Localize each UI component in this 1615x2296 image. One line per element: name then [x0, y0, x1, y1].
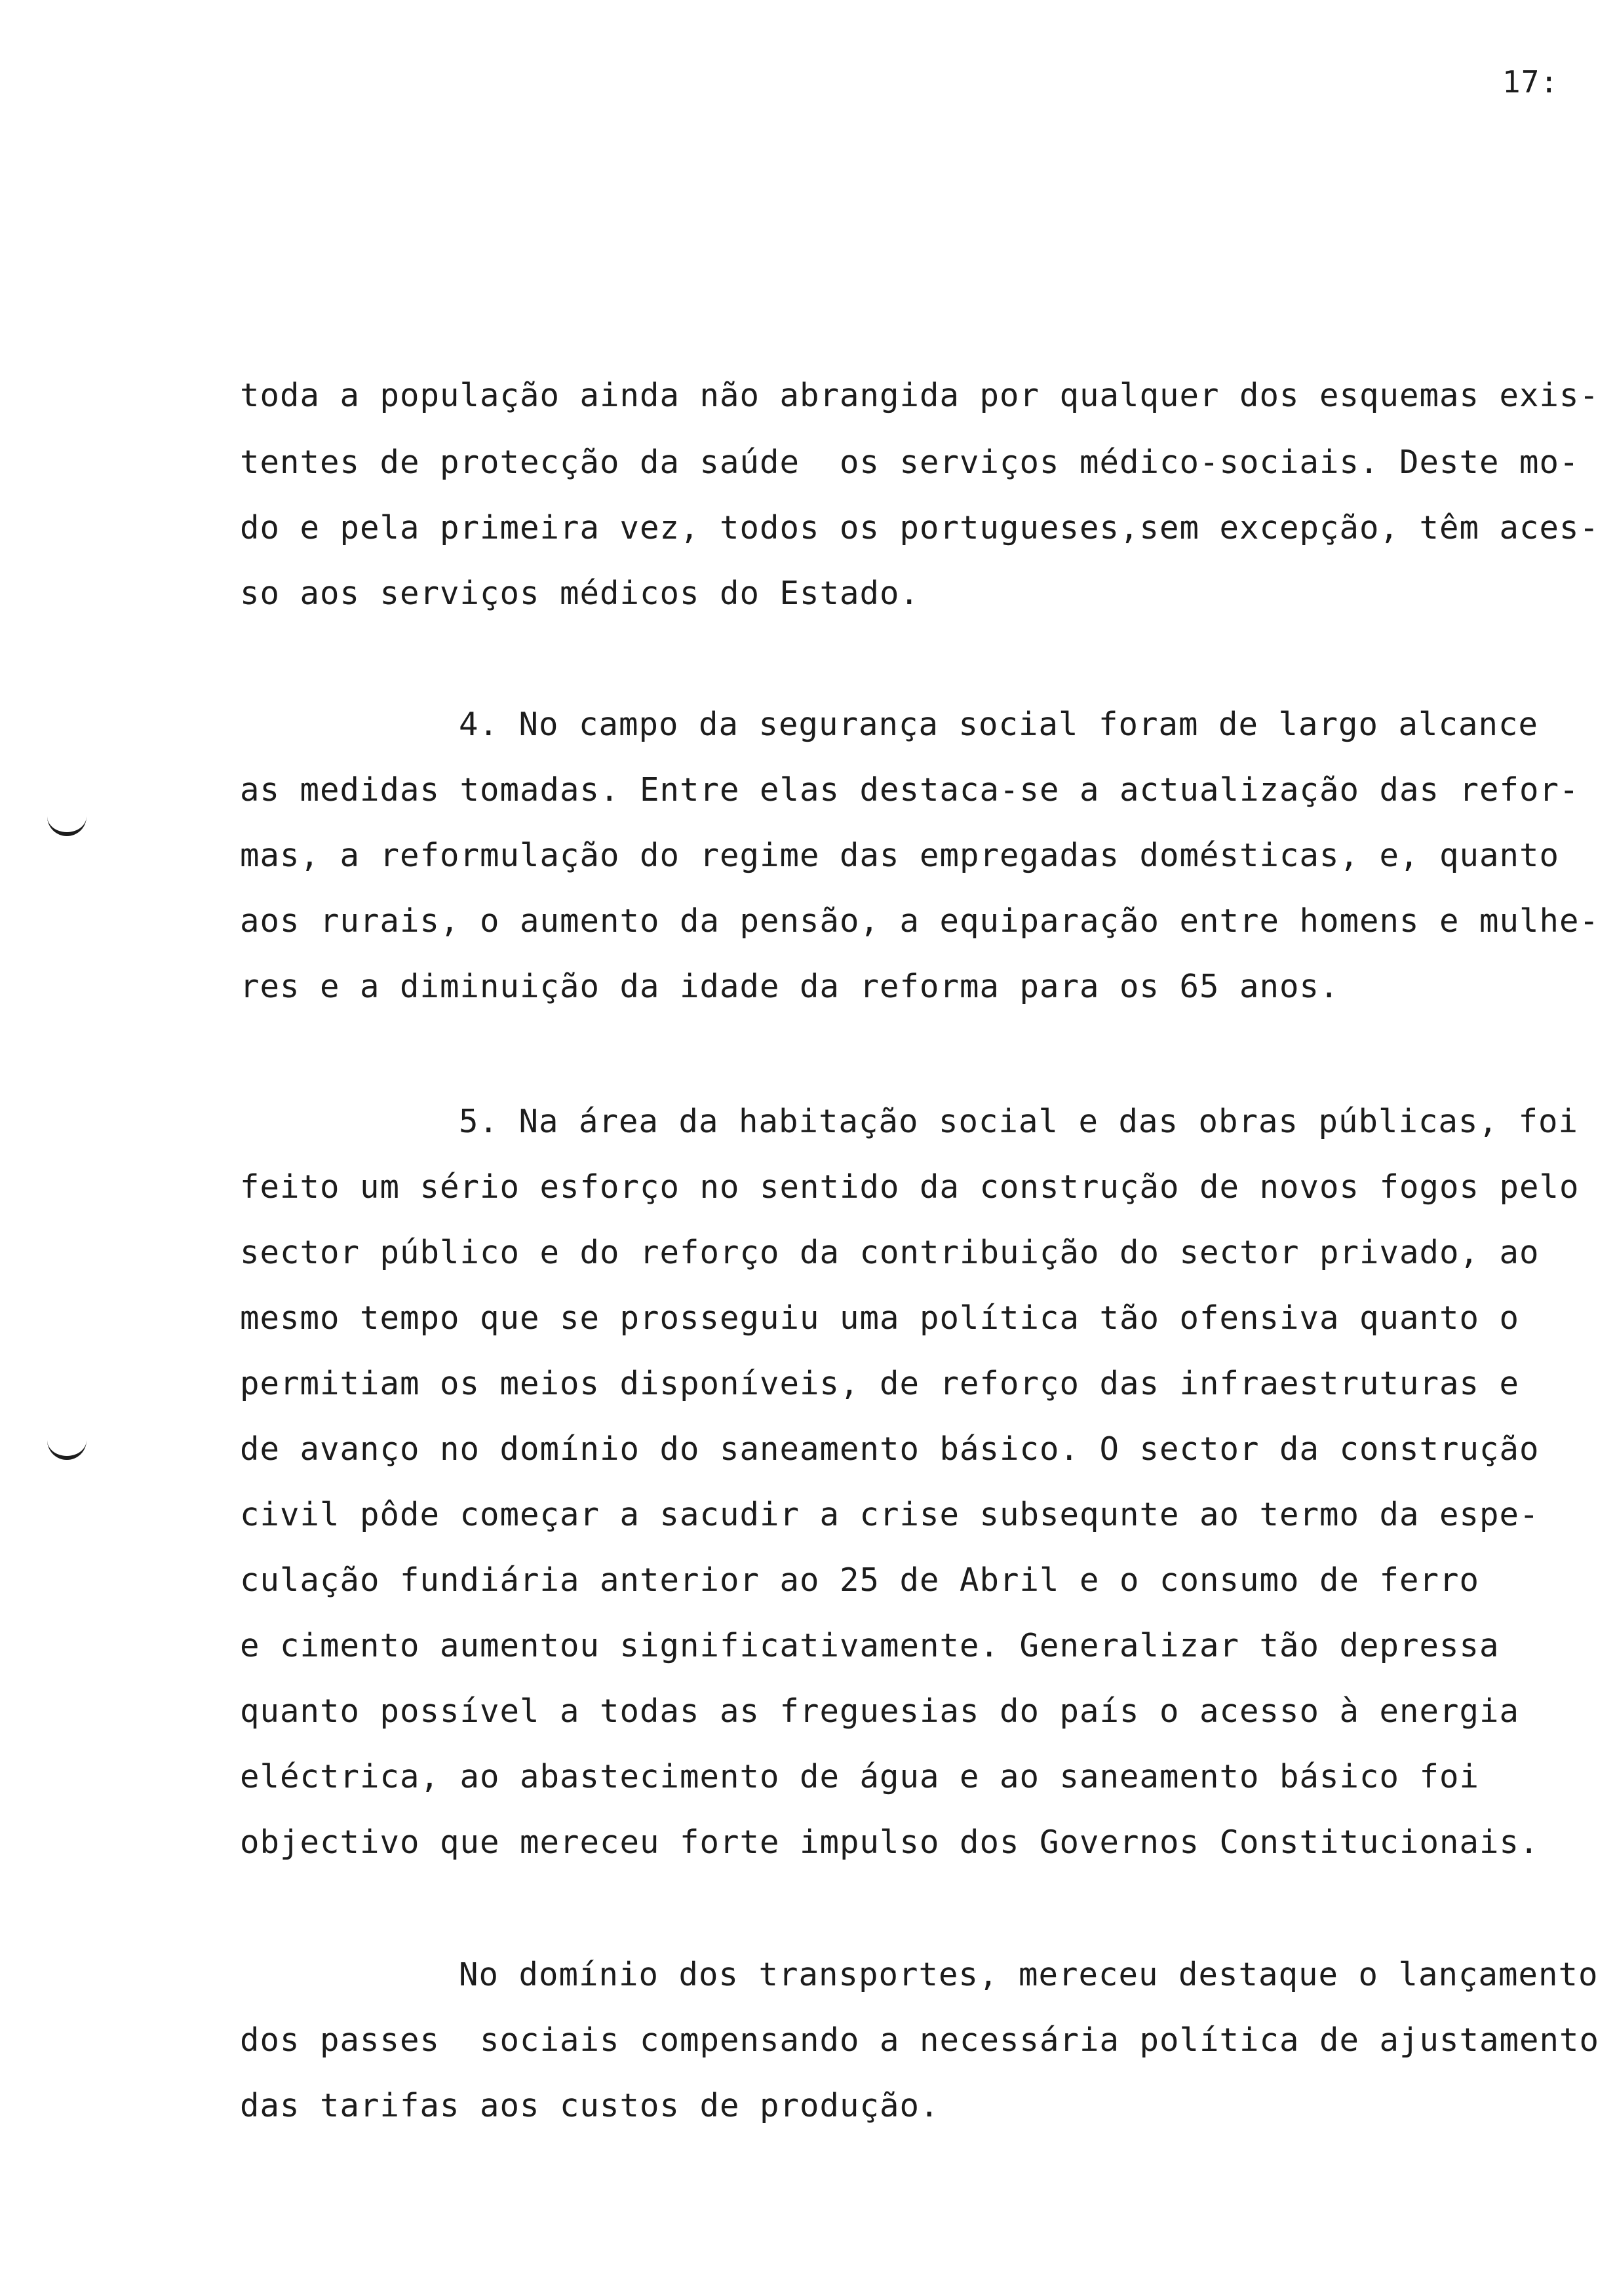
text-line: toda a população ainda não abrangida por qualquer dos esquemas exis- — [240, 377, 1600, 414]
text-line: de avanço no domínio do saneamento básico. O sector da construção — [240, 1430, 1540, 1468]
text-line: das tarifas aos custos de produção. — [240, 2087, 940, 2124]
page-number: 17: — [1502, 64, 1559, 100]
text-line: tentes de protecção da saúde os serviços médico-sociais. Deste mo- — [240, 444, 1580, 481]
text-line: aos rurais, o aumento da pensão, a equiparação entre homens e mulhe- — [240, 902, 1600, 940]
text-line: do e pela primeira vez, todos os portugueses,sem excepção, têm aces- — [240, 509, 1600, 546]
text-line: 4. No campo da segurança social foram de largo alcance — [459, 706, 1539, 743]
margin-binding-mark — [47, 1439, 87, 1460]
margin-binding-mark — [47, 815, 87, 836]
text-line: 5. Na área da habitação social e das obras públicas, foi — [459, 1103, 1579, 1140]
text-line: sector público e do reforço da contribuição do sector privado, ao — [240, 1234, 1540, 1271]
text-line: permitiam os meios disponíveis, de reforço das infraestruturas e — [240, 1365, 1520, 1402]
text-line: culação fundiária anterior ao 25 de Abril e o consumo de ferro — [240, 1561, 1480, 1599]
text-line: objectivo que mereceu forte impulso dos Governos Constitucionais. — [240, 1824, 1540, 1861]
text-line: so aos serviços médicos do Estado. — [240, 575, 920, 612]
text-line: mesmo tempo que se prosseguiu uma política tão ofensiva quanto o — [240, 1299, 1520, 1337]
text-line: civil pôde começar a sacudir a crise subsequnte ao termo da espe- — [240, 1496, 1540, 1533]
text-line: dos passes sociais compensando a necessária política de ajustamento — [240, 2021, 1600, 2059]
text-line: as medidas tomadas. Entre elas destaca-se a actualização das refor- — [240, 771, 1580, 809]
text-line: feito um sério esforço no sentido da construção de novos fogos pelo — [240, 1168, 1580, 1206]
text-line: quanto possível a todas as freguesias do país o acesso à energia — [240, 1693, 1520, 1730]
text-line: res e a diminuição da idade da reforma para os 65 anos. — [240, 968, 1340, 1005]
text-line: mas, a reformulação do regime das empregadas domésticas, e, quanto — [240, 837, 1560, 874]
text-line: No domínio dos transportes, mereceu destaque o lançamento — [459, 1956, 1599, 1993]
text-line: eléctrica, ao abastecimento de água e ao saneamento básico foi — [240, 1758, 1480, 1795]
text-line: e cimento aumentou significativamente. Generalizar tão depressa — [240, 1627, 1500, 1664]
